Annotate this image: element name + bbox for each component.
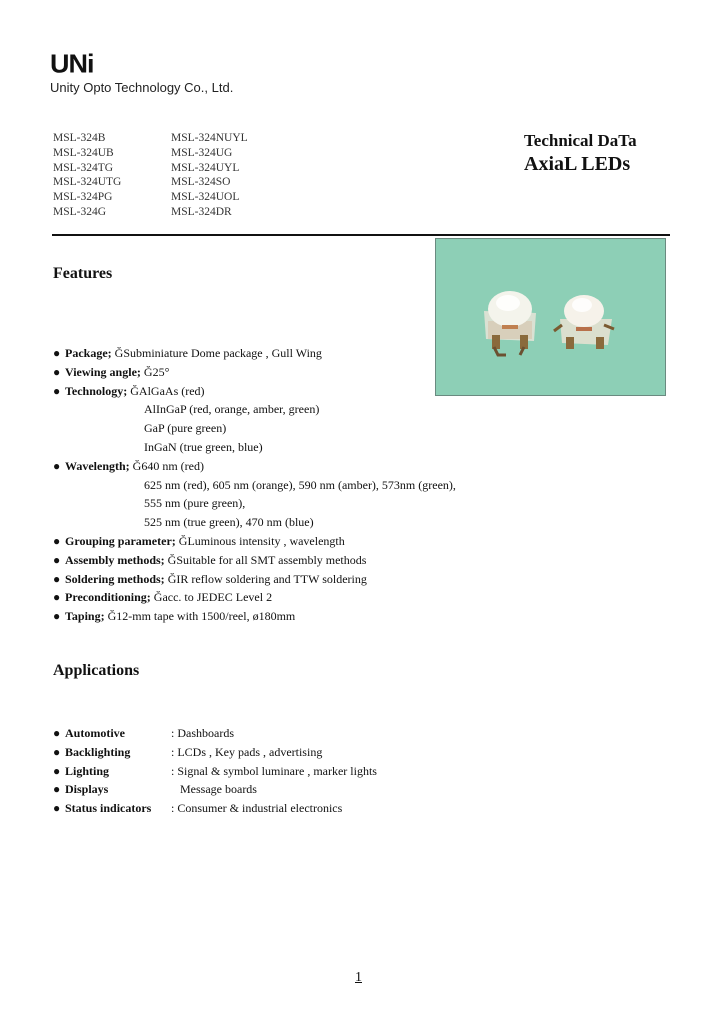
applications-heading: Applications [53, 662, 140, 679]
application-item: ● Backlighting : LCDs , Key pads , advertising [53, 744, 323, 759]
feature-item: ● Assembly methods; ĞSuitable for all SMT assembly methods [53, 552, 367, 567]
page-number: 1 [355, 970, 362, 985]
company-name: Unity Opto Technology Co., Ltd. [50, 80, 234, 95]
application-item: ● Lighting : Signal & symbol luminare , marker lights [53, 763, 377, 778]
model-number: MSL-324UYL [171, 161, 240, 174]
application-item: ● Status indicators : Consumer & industrial electronics [53, 801, 343, 816]
feature-continuation: AlInGaP (red, orange, amber, green) [144, 402, 320, 417]
document-title: Technical DaTa [524, 131, 637, 150]
company-logo: UNi [50, 49, 94, 79]
model-number: MSL-324UOL [171, 191, 240, 204]
feature-item: ● Preconditioning; Ğacc. to JEDEC Level 2 [53, 590, 273, 605]
feature-continuation: 525 nm (true green), 470 nm (blue) [144, 515, 314, 530]
applications-list [53, 724, 377, 818]
model-number: MSL-324PG [53, 191, 113, 204]
model-number: MSL-324B [53, 132, 106, 144]
model-number: MSL-324NUYL [171, 132, 248, 144]
model-number: MSL-324UTG [53, 176, 122, 189]
document-subtitle: AxiaL LEDs [524, 153, 631, 175]
company-header [50, 50, 233, 95]
feature-continuation: 625 nm (red), 605 nm (orange), 590 nm (amber), 573nm (green), [144, 477, 456, 492]
feature-item: ● Package; ĞSubminiature Dome package , Gull Wing [53, 346, 322, 360]
features-list [53, 344, 493, 626]
application-item: ● Displays Message boards [53, 782, 257, 797]
model-number: MSL-324UG [171, 146, 233, 159]
application-item: ● Automotive : Dashboards [53, 726, 234, 740]
model-number: MSL-324TG [53, 161, 114, 174]
header-divider [52, 234, 670, 236]
model-number: MSL-324G [53, 205, 107, 218]
feature-item: ● Wavelength; Ğ640 nm (red) [53, 458, 204, 473]
feature-continuation: InGaN (true green, blue) [144, 439, 263, 454]
feature-item: ● Viewing angle; Ğ25° [53, 364, 170, 379]
model-list-left [53, 131, 121, 220]
feature-continuation: GaP (pure green) [144, 421, 227, 436]
feature-item: ● Technology; ĞAlGaAs (red) [53, 383, 205, 398]
model-number: MSL-324DR [171, 205, 232, 218]
feature-continuation: 555 nm (pure green), [144, 496, 246, 511]
model-number: MSL-324UB [53, 146, 114, 159]
model-list-right [171, 131, 248, 220]
feature-item: ● Soldering methods; ĞIR reflow soldering and TTW soldering [53, 571, 367, 586]
features-heading: Features [53, 265, 113, 282]
feature-item: ● Taping; Ğ12-mm tape with 1500/reel, ø180mm [53, 609, 296, 624]
model-number: MSL-324SO [171, 176, 231, 189]
feature-item: ● Grouping parameter; ĞLuminous intensity , wavelength [53, 533, 345, 548]
